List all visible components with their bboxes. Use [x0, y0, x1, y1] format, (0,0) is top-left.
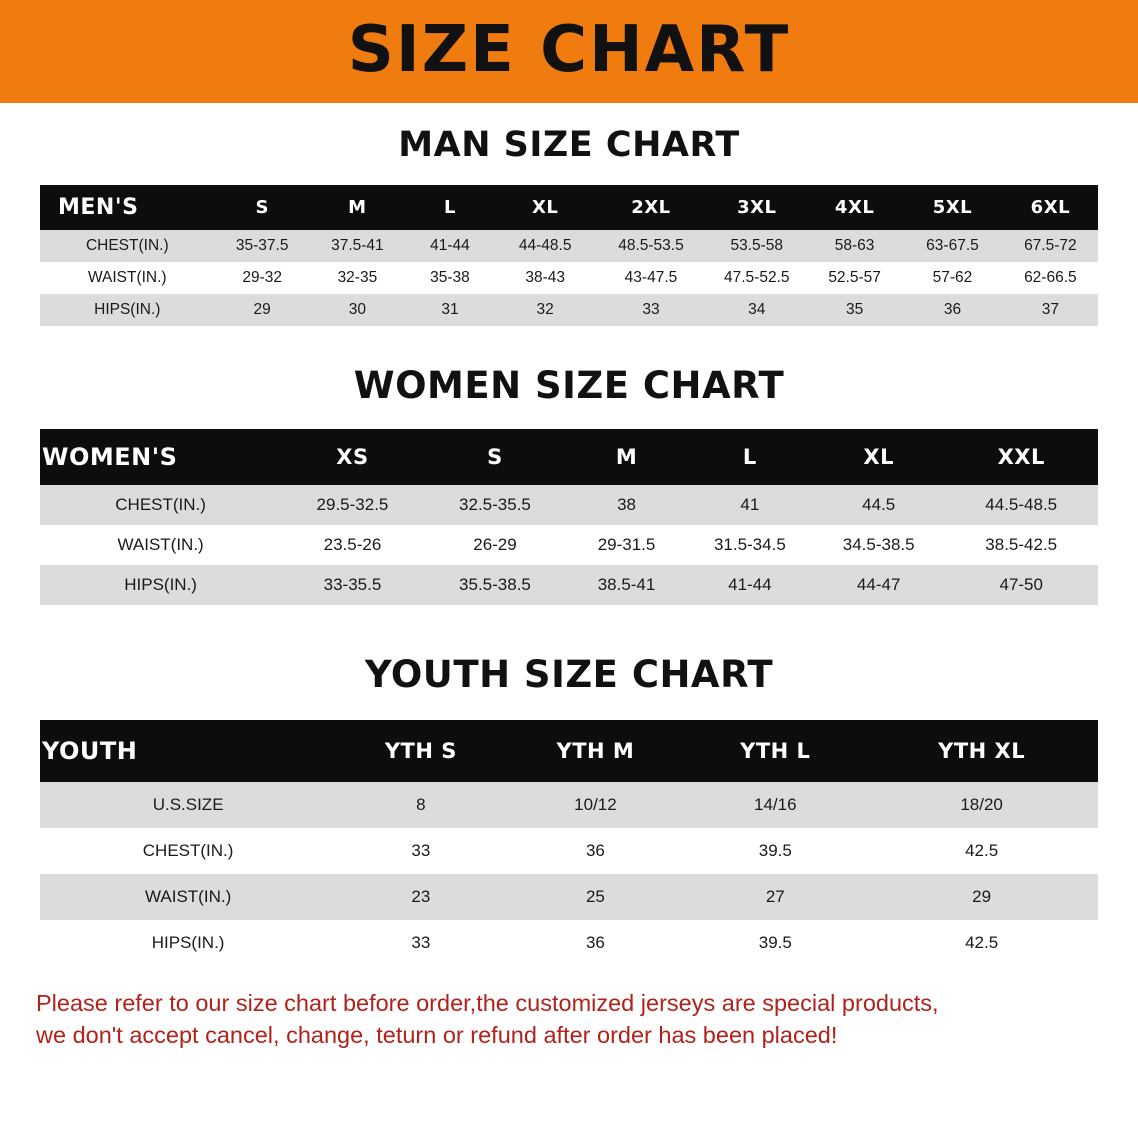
man-section-heading: MAN SIZE CHART	[398, 125, 740, 165]
table-cell: 44-48.5	[495, 230, 596, 262]
man-size-table	[40, 185, 1098, 326]
man-header-rowlabel: MEN'S	[40, 185, 215, 230]
table-row	[40, 230, 1098, 262]
man-header-l: L	[405, 185, 495, 230]
women-header-s: S	[424, 429, 567, 485]
table-cell: 39.5	[685, 920, 865, 966]
women-header-xxl: XXL	[944, 429, 1098, 485]
table-cell: 23.5-26	[281, 525, 424, 565]
youth-row-label: HIPS(IN.)	[40, 920, 336, 966]
man-header-m: M	[310, 185, 405, 230]
table-cell: 31.5-34.5	[687, 525, 813, 565]
man-row-label: WAIST(IN.)	[40, 262, 215, 294]
table-cell: 44-47	[813, 565, 945, 605]
table-cell: 36	[506, 828, 686, 874]
table-cell: 30	[310, 294, 405, 326]
women-size-table	[40, 429, 1098, 605]
table-row	[40, 828, 1098, 874]
table-row	[40, 874, 1098, 920]
page-banner	[0, 0, 1138, 103]
women-table-wrap	[40, 429, 1098, 605]
man-header-6xl: 6XL	[1003, 185, 1098, 230]
table-cell: 41	[687, 485, 813, 525]
youth-header-rowlabel: YOUTH	[40, 720, 336, 782]
table-cell: 47-50	[944, 565, 1098, 605]
table-cell: 35-37.5	[215, 230, 310, 262]
table-row	[40, 294, 1098, 326]
table-cell: 48.5-53.5	[595, 230, 706, 262]
table-cell: 29.5-32.5	[281, 485, 424, 525]
table-cell: 27	[685, 874, 865, 920]
youth-row-label: U.S.SIZE	[40, 782, 336, 828]
table-cell: 14/16	[685, 782, 865, 828]
table-cell: 62-66.5	[1003, 262, 1098, 294]
table-cell: 57-62	[902, 262, 1003, 294]
table-row	[40, 782, 1098, 828]
table-row	[40, 485, 1098, 525]
table-cell: 33	[336, 828, 505, 874]
women-row-label: HIPS(IN.)	[40, 565, 281, 605]
table-cell: 34	[707, 294, 808, 326]
table-cell: 37	[1003, 294, 1098, 326]
table-cell: 34.5-38.5	[813, 525, 945, 565]
table-cell: 36	[902, 294, 1003, 326]
table-cell: 38.5-42.5	[944, 525, 1098, 565]
man-header-3xl: 3XL	[707, 185, 808, 230]
table-cell: 53.5-58	[707, 230, 808, 262]
table-cell: 26-29	[424, 525, 567, 565]
table-row	[40, 525, 1098, 565]
table-header-row	[40, 720, 1098, 782]
table-cell: 32-35	[310, 262, 405, 294]
page-title: SIZE CHART	[347, 12, 791, 87]
table-cell: 33	[595, 294, 706, 326]
man-table-wrap	[40, 185, 1098, 326]
table-cell: 41-44	[687, 565, 813, 605]
table-cell: 42.5	[865, 828, 1098, 874]
table-cell: 8	[336, 782, 505, 828]
youth-row-label: WAIST(IN.)	[40, 874, 336, 920]
table-cell: 35	[807, 294, 902, 326]
table-cell: 41-44	[405, 230, 495, 262]
table-cell: 39.5	[685, 828, 865, 874]
table-cell: 23	[336, 874, 505, 920]
table-row	[40, 262, 1098, 294]
table-cell: 38.5-41	[566, 565, 687, 605]
table-cell: 38-43	[495, 262, 596, 294]
man-header-4xl: 4XL	[807, 185, 902, 230]
women-header-m: M	[566, 429, 687, 485]
man-row-label: CHEST(IN.)	[40, 230, 215, 262]
women-section-heading: WOMEN SIZE CHART	[353, 364, 785, 407]
women-header-xs: XS	[281, 429, 424, 485]
youth-header-l: YTH L	[685, 720, 865, 782]
table-cell: 29-31.5	[566, 525, 687, 565]
table-cell: 37.5-41	[310, 230, 405, 262]
table-cell: 42.5	[865, 920, 1098, 966]
table-cell: 36	[506, 920, 686, 966]
table-cell: 47.5-52.5	[707, 262, 808, 294]
table-cell: 10/12	[506, 782, 686, 828]
man-header-s: S	[215, 185, 310, 230]
table-header-row	[40, 429, 1098, 485]
table-cell: 33-35.5	[281, 565, 424, 605]
table-cell: 67.5-72	[1003, 230, 1098, 262]
youth-header-s: YTH S	[336, 720, 505, 782]
women-header-xl: XL	[813, 429, 945, 485]
youth-table-wrap	[40, 720, 1098, 966]
table-cell: 44.5-48.5	[944, 485, 1098, 525]
table-cell: 32.5-35.5	[424, 485, 567, 525]
table-cell: 43-47.5	[595, 262, 706, 294]
table-row	[40, 920, 1098, 966]
policy-note-line-2: we don't accept cancel, change, teturn or refund after order has been placed!	[36, 1021, 838, 1048]
youth-header-xl: YTH XL	[865, 720, 1098, 782]
table-cell: 35.5-38.5	[424, 565, 567, 605]
table-cell: 25	[506, 874, 686, 920]
man-header-xl: XL	[495, 185, 596, 230]
women-header-l: L	[687, 429, 813, 485]
women-header-rowlabel: WOMEN'S	[40, 429, 281, 485]
youth-section-heading: YOUTH SIZE CHART	[364, 653, 774, 696]
table-cell: 31	[405, 294, 495, 326]
table-cell: 33	[336, 920, 505, 966]
table-cell: 29-32	[215, 262, 310, 294]
policy-note-line-1: Please refer to our size chart before order,the customized jerseys are special products,	[36, 990, 939, 1016]
man-header-5xl: 5XL	[902, 185, 1003, 230]
table-cell: 52.5-57	[807, 262, 902, 294]
youth-size-table	[40, 720, 1098, 966]
table-row	[40, 565, 1098, 605]
table-cell: 29	[865, 874, 1098, 920]
youth-row-label: CHEST(IN.)	[40, 828, 336, 874]
table-cell: 35-38	[405, 262, 495, 294]
table-cell: 32	[495, 294, 596, 326]
women-row-label: CHEST(IN.)	[40, 485, 281, 525]
table-cell: 29	[215, 294, 310, 326]
man-header-2xl: 2XL	[595, 185, 706, 230]
women-row-label: WAIST(IN.)	[40, 525, 281, 565]
table-cell: 63-67.5	[902, 230, 1003, 262]
table-cell: 18/20	[865, 782, 1098, 828]
table-cell: 38	[566, 485, 687, 525]
youth-header-m: YTH M	[506, 720, 686, 782]
table-header-row	[40, 185, 1098, 230]
man-row-label: HIPS(IN.)	[40, 294, 215, 326]
table-cell: 44.5	[813, 485, 945, 525]
policy-note	[36, 988, 1102, 1051]
table-cell: 58-63	[807, 230, 902, 262]
